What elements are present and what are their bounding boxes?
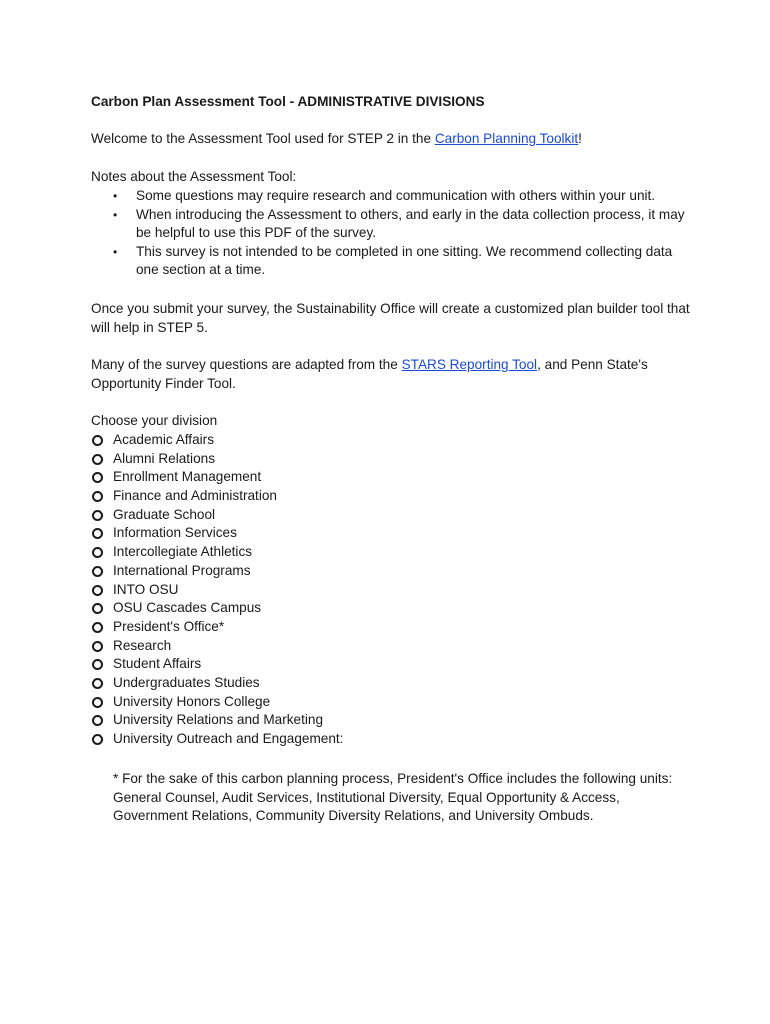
notes-list [91,187,691,280]
radio-icon[interactable] [92,435,103,446]
division-option-research[interactable] [91,637,691,656]
division-option-university-outreach-and-engagement[interactable] [91,730,691,749]
bullet-icon: • [113,207,118,222]
footnote: * For the sake of this carbon planning process, President's Office includes the following units: General Counsel, Audit Services, Institutional Diversity, Equal Opportunity & Access, Government Relations, Community Diversity Relations, and University Ombuds. [113,771,673,824]
division-option-label: Enrollment Management [113,469,262,485]
welcome-punctuation: ! [578,131,582,146]
submit-paragraph: Once you submit your survey, the Sustainability Office will create a customized plan builder tool that will help in STEP 5. [91,301,690,335]
division-option-graduate-school[interactable] [91,506,691,525]
division-option-label: President's Office* [113,618,225,634]
notes-list-item [91,206,696,243]
bullet-icon: • [113,189,118,203]
division-option-label: Finance and Administration [113,488,277,504]
division-heading: Choose your division [91,413,218,428]
notes-item-text: When introducing the Assessment to others, and early in the data collection process, it may be helpful to use this PDF of the survey. [136,206,685,241]
division-option-university-honors-college[interactable] [91,693,691,712]
radio-icon[interactable] [92,510,103,521]
radio-icon[interactable] [92,528,103,539]
division-option-label: International Programs [113,562,251,578]
division-option-label: University Outreach and Engagement: [113,731,344,746]
division-option-student-affairs[interactable] [91,655,691,674]
division-option-label: Academic Affairs [113,432,214,447]
division-option-information-services[interactable] [91,524,691,543]
division-option-label: OSU Cascades Campus [113,600,262,616]
division-option-label: Information Services [113,525,237,541]
division-option-into-osu[interactable] [91,581,691,600]
radio-icon[interactable] [92,622,103,633]
stars-reporting-tool-link[interactable]: STARS Reporting Tool [401,357,538,372]
welcome-text: Welcome to the Assessment Tool used for STEP 2 in the [91,131,435,146]
division-option-university-relations-and-marketing[interactable] [91,711,691,730]
division-radio-group [91,431,691,749]
division-option-label: Student Affairs [113,656,202,672]
division-option-international-programs[interactable] [91,562,691,581]
notes-list-item [91,187,696,206]
division-option-finance-and-administration[interactable] [91,487,691,506]
radio-icon[interactable] [92,547,103,558]
radio-icon[interactable] [92,678,103,689]
bullet-icon: • [113,244,118,259]
division-option-label: University Relations and Marketing [113,712,324,728]
radio-icon[interactable] [92,585,103,596]
notes-list-item [91,243,696,280]
radio-icon[interactable] [92,454,103,465]
radio-icon[interactable] [92,603,103,614]
division-option-label: INTO OSU [113,581,179,597]
division-option-intercollegiate-athletics[interactable] [91,543,691,562]
page-title: Carbon Plan Assessment Tool - ADMINISTRATIVE DIVISIONS [91,94,485,109]
adapted-text: Many of the survey questions are adapted from the [91,357,402,372]
notes-heading: Notes about the Assessment Tool: [91,169,297,184]
division-option-academic-affairs[interactable] [91,431,691,450]
carbon-planning-toolkit-link[interactable]: Carbon Planning Toolkit [434,131,579,146]
division-option-label: Alumni Relations [113,450,215,466]
division-option-osu-cascades-campus[interactable] [91,599,691,618]
division-option-label: University Honors College [113,693,271,709]
radio-icon[interactable] [92,715,103,726]
radio-icon[interactable] [92,734,103,745]
division-option-alumni-relations[interactable] [91,450,691,469]
radio-icon[interactable] [92,566,103,577]
division-option-label: Graduate School [113,506,216,522]
adapted-text-end: , and Penn State's Opportunity Finder Tool. [91,357,648,391]
radio-icon[interactable] [92,697,103,708]
division-option-label: Intercollegiate Athletics [113,544,253,560]
division-option-label: Undergraduates Studies [113,674,260,690]
division-option-label: Research [113,637,172,653]
welcome-paragraph [91,130,691,149]
adapted-paragraph [91,356,681,393]
division-option-enrollment-management[interactable] [91,468,691,487]
notes-item-text: Some questions may require research and communication with others within your unit. [136,188,656,203]
division-option-presidents-office[interactable] [91,618,691,637]
notes-item-text: This survey is not intended to be completed in one sitting. We recommend collecting data one section at a time. [136,243,673,278]
radio-icon[interactable] [92,491,103,502]
radio-icon[interactable] [92,641,103,652]
radio-icon[interactable] [92,472,103,483]
division-option-undergraduates-studies[interactable] [91,674,691,693]
radio-icon[interactable] [92,659,103,670]
